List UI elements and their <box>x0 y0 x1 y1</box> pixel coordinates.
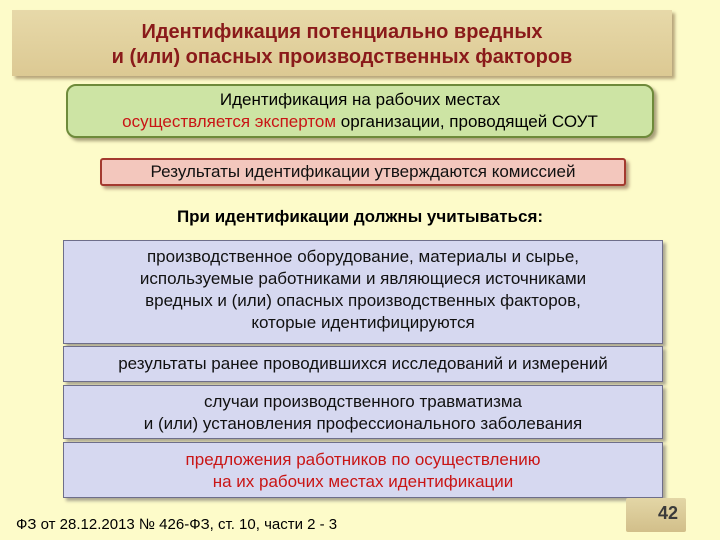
slide-title <box>12 20 672 70</box>
consideration-line: которые идентифицируются <box>251 313 475 332</box>
page-number: 42 <box>626 498 686 532</box>
slide-title-line-2: и (или) опасных производственных факторов <box>111 46 573 68</box>
consideration-line: случаи производственного травматизма <box>203 392 523 411</box>
expert-box-line-2-rest: организации, проводящей СОУТ <box>336 112 598 131</box>
expert-box-line-1: Идентификация на рабочих местах <box>219 90 501 109</box>
consideration-line: производственное оборудование, материалы и сырье, <box>146 247 580 266</box>
consideration-line: и (или) установления профессионального заболевания <box>143 414 583 433</box>
consideration-line: используемые работниками и являющиеся источниками <box>139 269 587 288</box>
consideration-item-equipment <box>63 240 663 344</box>
slide-title-line-1: Идентификация потенциально вредных <box>141 21 543 43</box>
consideration-line: вредных и (или) опасных производственных факторов, <box>145 291 581 310</box>
consideration-item-worker-proposals <box>63 442 663 498</box>
expert-box-highlight: осуществляется экспертом <box>122 112 337 131</box>
consideration-line: результаты ранее проводившихся исследований и измерений <box>118 354 608 373</box>
consideration-line: предложения работников по осуществлению <box>185 450 541 469</box>
expert-box-line-2 <box>66 111 654 133</box>
consideration-item-previous-studies <box>63 346 663 382</box>
commission-box: Результаты идентификации утверждаются комиссией <box>100 158 626 186</box>
law-reference: ФЗ от 28.12.2013 № 426-ФЗ, ст. 10, части 2 - 3 <box>16 516 338 533</box>
considerations-heading: При идентификации должны учитываться: <box>176 207 544 226</box>
consideration-item-injuries <box>63 385 663 439</box>
expert-box-text <box>66 89 654 133</box>
consideration-line: на их рабочих местах идентификации <box>212 472 514 491</box>
